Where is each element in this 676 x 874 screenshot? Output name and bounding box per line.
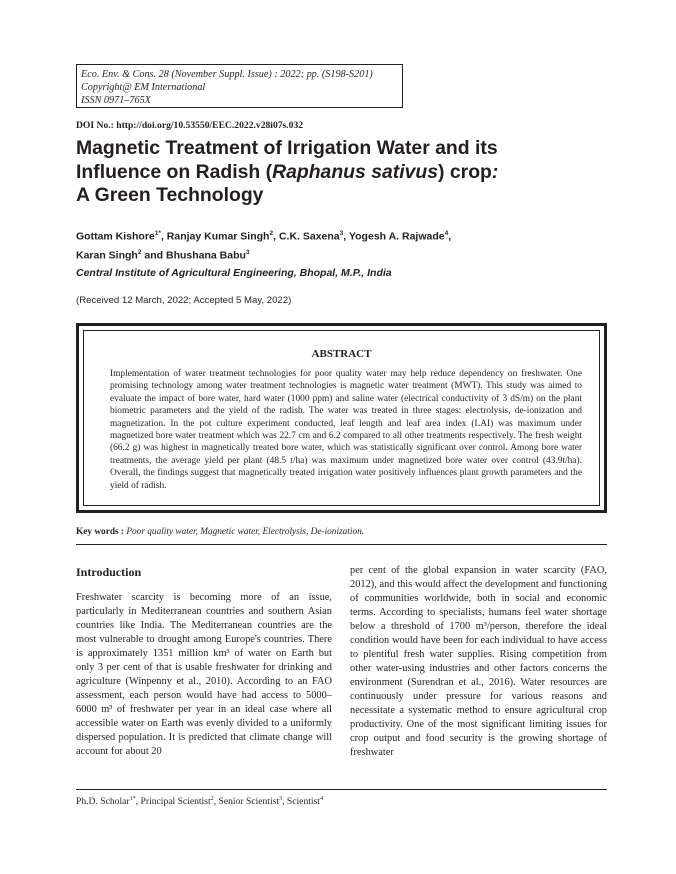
title-species-name: Raphanus sativus (272, 160, 439, 183)
footnote-mark: 2 (210, 795, 214, 802)
journal-copyright-line: Copyright@ EM International (81, 82, 206, 93)
paper-title (76, 137, 596, 208)
footnote-role: Ph.D. Scholar (76, 796, 130, 808)
footnote-mark: 1* (129, 795, 136, 802)
introduction-left-column: Freshwater scarcity is becoming more of an issue, particularly in Mediterranean countries and southern Asian countries like India. The Mediterranean countries are the most vulnerable to drought among Europe's countries. There is approximately 1351 million km³ of water on Earth but only 3 per cent of that is usable freshwater for drinking and agriculture (Winpenny et al., 2010). According to an FAO assessment, each person would have had access to 5000–6000 m³ of freshwater per year in an ideal case where all accessible water on Earth was evenly divided to a uniformly dispersed population. It is predicted that climate change will account for about 20 (76, 592, 332, 757)
author-affiliation-mark: 1* (154, 230, 161, 237)
author-conjunction: and (144, 249, 164, 261)
keywords-label: Key words : (76, 527, 125, 537)
title-colon: : (491, 160, 499, 183)
author-affiliation-mark: 3 (339, 230, 344, 237)
footnote-mark: 3 (279, 795, 283, 802)
author-name: Karan Singh (76, 249, 138, 261)
journal-issn-line: ISSN 0971–765X (81, 95, 151, 106)
footnote-mark: 4 (319, 795, 324, 802)
author-name: Gottam Kishore (76, 230, 155, 243)
received-dates: (Received 12 March, 2022; Accepted 5 May, 2022) (76, 295, 292, 306)
abstract-text: Implementation of water treatment technologies for poor quality water may help reduce dependency on freshwater. One promising technology among water treatment technologies is magnetic water treatment (MWT). This study was aimed to evaluate the impact of bore water, hard water (1000 ppm) and saline water (electrical conductivity of 3 dS/m) on the plant biometric parameters and the yield of the radish. The water was treated in three stages: electrolysis, de-ionization and magnetization. In the pot culture experiment conducted, leaf length and leaf area index (LAI) was maximum under magnetized bore water treatment which was 22.7 cm and 6.2 compared to all other treatments respectively. The fresh weight (66.2 g) was highest in magnetically treated bore water, which was statistically significant over control. Among bore water treatments, the average yield per plant (48.5 t/ha) was maximum under magnetized bore water over control (43.9t/ha). Overall, the findings suggest that magnetically treated irrigation water positively influences plant growth parameters and the yield of radish. (110, 369, 582, 491)
author-name: Ranjay Kumar Singh (166, 230, 270, 243)
abstract-box (76, 323, 607, 513)
doi-link[interactable]: DOI No.: http://doi.org/10.53550/EEC.2022.v28i07s.032 (76, 120, 304, 131)
author-name: C.K. Saxena (278, 230, 340, 243)
journal-citation-box (76, 64, 403, 108)
author-list: Gottam Kishore$^{1*}$, Ranjay Kumar Singh$^2$, C.K. Saxena$^3$, Yogesh A. Rajwade$^4$, Karan Singh$^2$ and Bhushana Babu$^3$ (76, 230, 452, 261)
title-line-2-pre: Influence on Radish ( (76, 160, 273, 183)
keywords (76, 527, 364, 537)
title-line-3: A Green Technology (76, 184, 264, 206)
title-line-2-post: ) crop (438, 160, 492, 183)
footnote-divider (76, 789, 607, 790)
introduction-right-column: per cent of the global expansion in water scarcity (FAO, 2012), and this would affect the development and functioning of communities worldwide, both in social and economic terms. According to specialists, humans feel water shortage below a threshold of 1700 m³/person, therefore the ideal condition would have been for each individual to have access to plentiful fresh water supplies. Rising competition from other water-using industries and other factors concerns the environment (Surendran et al., 2016). Water resources are continuously under pressure for various reasons and necessitate a systematic method to ensure agricultural crop productivity. One of the most significant limiting issues for crop output and food security is the growing shortage of freshwater (350, 565, 607, 758)
footnote-role: , Principal Scientist (135, 796, 211, 808)
footnote-role: , Scientist (282, 796, 320, 808)
journal-citation-line: Eco. Env. & Cons. 28 (November Suppl. Issue) : 2022; pp. (S198-S201) (81, 69, 373, 80)
introduction-heading: Introduction (76, 565, 142, 579)
author-name: Bhushana Babu (165, 249, 246, 261)
author-name: Yogesh A. Rajwade (348, 230, 445, 243)
affiliation: Central Institute of Agricultural Engineering, Bhopal, M.P., India (76, 267, 392, 279)
keywords-text: Poor quality water, Magnetic water, Electrolysis, De-ionization. (126, 527, 365, 537)
author-affiliation-mark: 3 (245, 248, 250, 256)
abstract-heading: ABSTRACT (311, 348, 372, 360)
author-affiliation-mark: 2 (269, 230, 274, 237)
footnote-role: , Senior Scientist (213, 796, 280, 808)
title-line-1: Magnetic Treatment of Irrigation Water and its (76, 137, 498, 159)
author-affiliation-mark: 4 (444, 230, 449, 237)
author-roles-footnote (76, 795, 323, 807)
abstract-inner-frame (83, 330, 600, 506)
section-divider (76, 544, 607, 545)
author-affiliation-mark: 2 (137, 248, 142, 256)
